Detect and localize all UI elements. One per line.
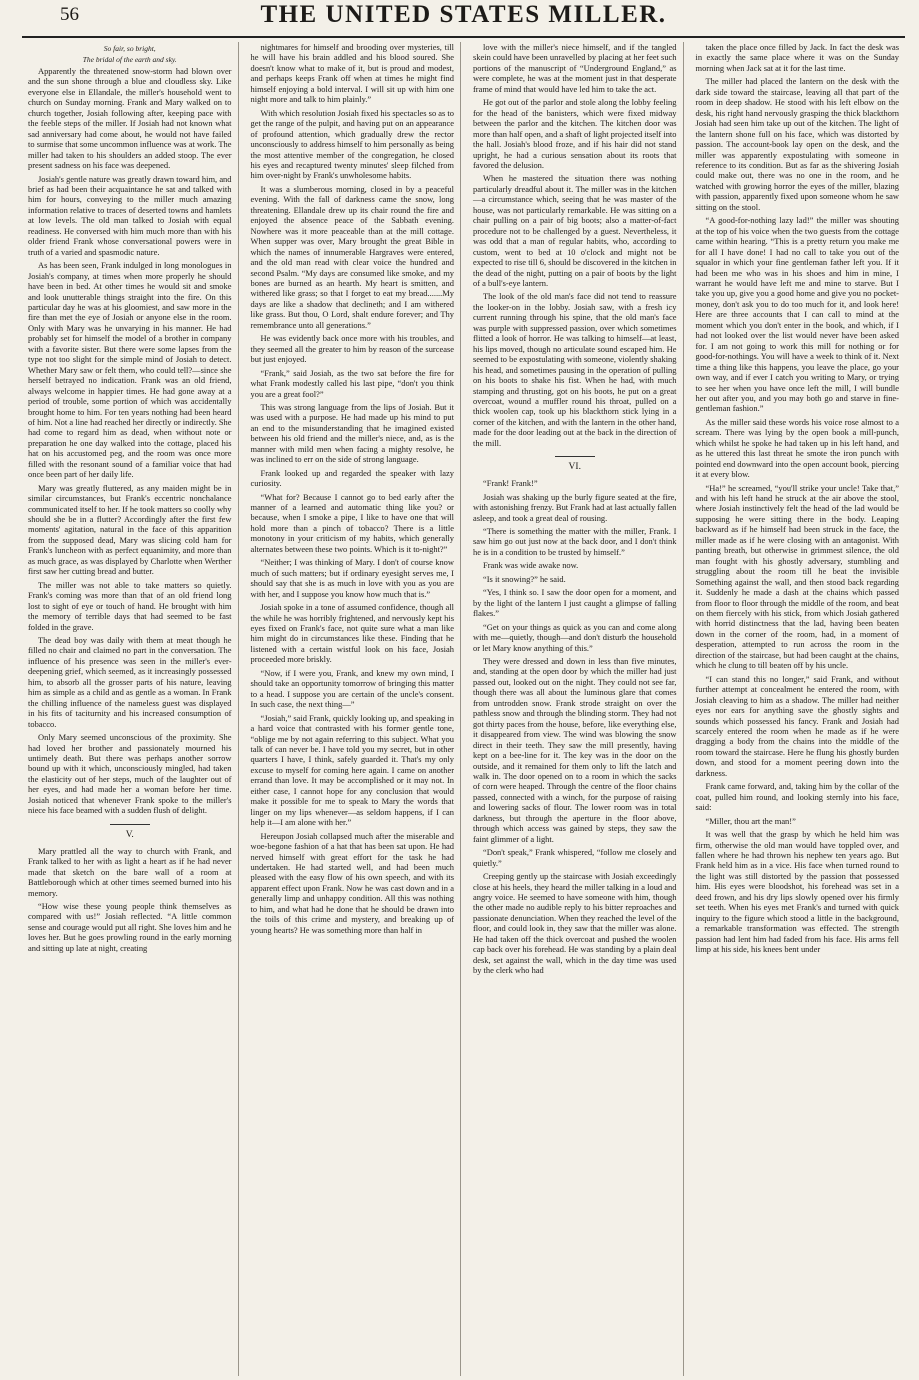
paragraph: The dead boy was daily with them at meat though he filled no chair and claimed no part in the conversation. The influence of his presence was seen in the miller's ever-deepening grief, which seemed, as it increasingly possessed him, to absorb all the grosser parts of his nature, leaving him as simple as a child and as gentle as a woman. In Frank the chilling influence of the nameless guest was displayed in his fits of taciturnity and his increased consumption of tobacco. [28, 635, 232, 729]
paragraph: taken the place once filled by Jack. In fact the desk was in exactly the same place where it was on the Sunday morning when Jack sat at it for the last time. [695, 42, 899, 73]
verse-line: So fair, so bright, [103, 44, 156, 53]
paragraph: This was strong language from the lips of Josiah. But it was used with a purpose. He had made up his mind to put an end to the misunderstanding that he imagined existed between his old friend and the miller's niece, and, as is the manner with mild men when facing a mighty resolve, he was inclined to err on the side of strong language. [250, 401, 454, 465]
paragraph: Apparently the threatened snow-storm had blown over and the sun shone through a blue and cloudless sky. Like everyone else in Ellandale, the miller's household went to church on Sunday morning. Frank and Mary walked on to church together, Josiah following after, keeping pace with the feeble steps of the miller. If Josiah had not known what sad anniversary had come about, he would not have failed to surmise that some uncommon influence was at work. The miller had taken to his shoulders an added stoop. The ever present sadness on his face was deepened. [28, 66, 232, 171]
paragraph: “Is it snowing?” he said. [483, 573, 566, 584]
paragraph: Josiah was shaking up the burly figure seated at the fire, with astonishing frenzy. But Frank had at last actually fallen asleep, and took a great deal of rousing. [473, 491, 677, 523]
page-header [22, 0, 905, 38]
paragraph: nightmares for himself and brooding over mysteries, till he will have his brain addled and his blood soured. She doesn't know what to make of it, but is proud and modest, and perhaps keeps Frank off when at times he might find himself enjoying a bold interval. I will sit up with him one night more and talk to him plainly.” [250, 42, 454, 105]
paragraph: Josiah's gentle nature was greatly drawn toward him, and brief as had been their acquaintance he sat and talked with him for hours, conveying to the miller much amazing information relative to traces of deserted towns and hamlets at low levels. The old man talked to Josiah with equal readiness. He conversed with him much more than with his older friend Frank whose conversational powers were in truth of a varied and spasmodic nature. [28, 173, 232, 257]
paragraph: “Neither; I was thinking of Mary. I don't of course know much of such matters; but if ordinary eyesight serves me, I should say that she is as much in love with you as you are with her, and I suppose you know how much that is.” [250, 557, 454, 599]
paragraph: It was a slumberous morning, closed in by a peaceful evening. With the fall of darkness came the snow, long threatening. Ellandale drew up its chair round the fire and enjoyed the absence peace of the Sabbath evening. Nowhere was it more peaceable than at the mill cottage. When supper was over, Mary brought the great Bible in which the names of innumerable Hargraves were entered, and the old man read with clear voice the hundred and second Psalm. “My days are consumed like smoke, and my bones are burned as an hearth. My heart is smitten, and withered like grass; so that I forget to eat my bread.......My days are like a shadow that declineth; and I am withered like grass. But thou, O Lord, shalt endure forever; and Thy remembrance unto all generations.” [250, 183, 454, 330]
paragraph: With which resolution Josiah fixed his spectacles so as to get the range of the pulpit, and having put on an appearance of profound attention, which gradually drew the rector unconsciously to address himself to him personally as being the most attentive member of the congregation, he closed his eyes and recaptured twenty minutes' sleep filched from him over-night by Frank's unwholesome habits. [250, 107, 454, 181]
paragraph: “Ha!” he screamed, “you'll strike your uncle! Take that,” and with his left hand he struck at the air above the stool, where Josiah instinctively felt the head of the lad would be supposing he were sitting there in the body. Leaping backward as if he himself had been struck in the face, the miller made as if he were closing with an antagonist. With panting breath, but otherwise in grimmest silence, the old man fought with his ghostly adversary, stumbling and struggling about the room till he beat the invisible Something against the wall, and then stood back regarding it. Suddenly he made a dash at the chains which passed from floor to floor through the middle of the room, and beat on them fiercely with his stick, from which Josiah gathered with horrid distinctness that the lad, having been beaten down in the corner of the room, had, in a moment of desperation, attempted to run across the room in the direction of the staircase, but had been caught at the chains, which he clung to till beaten off by his uncle. [695, 482, 899, 671]
paragraph: “I can stand this no longer,” said Frank, and without further attempt at concealment he entered the room, with Josiah cleaving to him as a shadow. The miller had neither eyes nor ears for anything save the ghostly sights and sounds which possessed his fancy. Frank and Josiah had scarcely entered the room when he made as if he were dragging a body from the chains into the middle of the room toward the staircase. Here he flung his ghostly burden down, and stood for a moment peering down into the darkness. [695, 673, 899, 778]
paragraph: “Miller, thou art the man!” [705, 815, 796, 826]
paragraph: “Don't speak,” Frank whispered, “follow me closely and quietly.” [473, 847, 677, 868]
paragraph: “Josiah,” said Frank, quickly looking up, and speaking in a hard voice that contrasted with his former gentle tone, “oblige me by not again referring to this subject. What you talk of can never be. I have told you my secret, but in other quarters I have, I think, safely guarded it. That's my only excuse to myself for coming here again. I came on another errand than love. It may be accomplished or it may not. In either case, I cannot hope for any conclusion that would make it possible for me to speak to Mary the words that linger on my lips whenever—as seldom happens, if I can help it—I am alone with her.” [250, 712, 454, 828]
column-4 [690, 42, 906, 1376]
paragraph: It was well that the grasp by which he held him was firm, otherwise the old man would have toppled over, and fallen where he had thrown his nephew ten years ago. But Frank held him as in a vice. His face when turned round to the light was still distorted by the passion that possessed him. His eyes were bloodshot, his forehead was set in a deed frown, and his dry lips slowly opened over his firmly set teeth. When his eyes met Frank's and turned with quick inquiry to the figure which stood a little in the background, a remarkable transformation was effected. The strength passion had lent him had faded from his face. His arms fell limp at his side, his knees bent under [695, 829, 899, 955]
paragraph: “Now, if I were you, Frank, and knew my own mind, I should take an opportunity tomorrow of bringing this matter to a head. I suppose you are certain of the uncle's consent. In such case, the next thing—” [250, 667, 454, 710]
paragraph: Mary was greatly fluttered, as any maiden might be in similar circumstances, but Frank's eccentric nonchalance communicated itself to her. If he took matters so coolly why should she be in a flutter? Accordingly after the first few moments' agitation, natural in the face of this apparition from the supposed dead, Mary was slicing cold ham for Frank's luncheon with as perfect equanimity, and more than as much grace, as was displayed by Charlotte when Werther first saw her cutting bread and butter. [28, 482, 232, 577]
paragraph: love with the miller's niece himself, and if the tangled skein could have been unravelled by placing at her feet such portions of the manuscript of “Underground England,” as were complete, he was at the moment just in that desperate frame of mind that would have led him to take the act. [473, 42, 677, 94]
paragraph: Creeping gently up the staircase with Josiah exceedingly close at his heels, they heard the miller talking in a loud and angry voice. He seemed to have someone with him, though the other made no audible reply to his bitter reproaches and passionate denunciation. When they reached the level of the floor, and could look in, they saw that the miller was alone. He had taken off the thick overcoat and pushed the woolen cap back over his forehead. He was standing by a plain deal desk, set against the wall, which in the day time was used by the clerk who had [473, 871, 677, 976]
paragraph: He was evidently back once more with his troubles, and they seemed all the greater to him by reason of the surcease but just enjoyed. [250, 333, 454, 365]
masthead-title: THE UNITED STATES MILLER. [260, 1, 667, 28]
section-heading: V. [28, 824, 232, 840]
paragraph: Hereupon Josiah collapsed much after the miserable and woe-begone fashion of a hat that has been sat upon. He had nerved himself with great effort for the task he had undertaken. He had started well, and had been much pleased with the easy flow of his own speech, and with its apparent effect upon Frank. Now he was cast down and in a generally limp and unhappy condition. All this was nothing to him, and what had he done that he should be drawn into the toils of this crime and mystery, and breaking up of young hearts? He was something more than half in [250, 830, 454, 935]
column-3 [467, 42, 684, 1376]
paragraph: When he mastered the situation there was nothing particularly dreadful about it. The miller was in the kitchen—a circumstance which, seeing that he was master of the house, was not particularly remarkable. He was sitting on a chair pulling on a pair of big boots; also a matter-of-fact procedure not to be challenged by a guest. Nevertheless, it was odd that a man of regular habits, who, according to custom, went to bed at 10 o'clock and might not be expected to rise till 6, should be discovered in the kitchen in the dead of the night, putting on a pair of boots by the light of a bull's-eye lantern. [473, 173, 677, 288]
paragraph: They were dressed and down in less than five minutes, and, standing at the open door by which the miller had just passed out, looked out on the night. They could not see far, though there was all about the luminous glare that comes from untrodden snow. Frank strode straight on over the pathless snow and through the blinding storm. They had not got thirty paces from the house, before, like everything else, it disappeared from view. The wind was blowing the snow direct in their teeth. They saw the mill presently, having kept on a bee-line for it. The key was in the door on the outside, and it remained for them only to lift the latch and walk in. The door opened on to a room in which the sacks of corn were heaped. Through the centre of the floor chains passed, connected with a winch, for the purpose of raising and lowering sacks of flour. The lower room was in total darkness, but through the aperture in the floor above, through which access was gained by steps, they saw the faint glimmer of a light. [473, 656, 677, 844]
paragraph: “How wise these young people think themselves as compared with us!” Josiah reflected. “A little common sense and courage would put all right. She loves him and he loves her. But he goes prowling round in the early morning and sitting up late at night, creating [28, 900, 232, 953]
paragraph: Only Mary seemed unconscious of the proximity. She had loved her brother and passionately mourned his untimely death. But there was perhaps another sorrow bound up with it which, unconsciously mingled, had taken the elasticity out of her steps, much of the laughter out of her eyes, and had made her a woman before her time. Josiah noticed that whenever Frank spoke to the miller's niece his face beamed with a sudden flush of delight. [28, 732, 232, 816]
paragraph: “Frank,” said Josiah, as the two sat before the fire for what Frank modestly called his last pipe, “don't you think you are a great fool?” [250, 367, 454, 399]
paragraph: “A good-for-nothing lazy lad!” the miller was shouting at the top of his voice when the two guests from the cottage came within hearing. “This is a pretty return you make me for all I have done! I had no call to take you out of the squalor in which your fine gentleman father left you. If it had been me who was in his shoes and him in mine, I warrant he would have left me and mine to starve. But I take you up, give you a good home and give you no pocket-money, don't ask you to do too much for it, and look here! Here are three accounts that I can call to mind at the moment which you don't enter in the book, and which, if I had not looked over the list would never have been asked for. I am not going to work this mill for nothing or for good-for-nothings. You will have a week to think of it. Next time a thing like this happens, you leave the place, go your own way, and if ever I catch you writing to Mary, or trying to see her when you have once left the mill, I will bundle her out after you, and you may both go and starve in fine-gentleman fashion.” [695, 215, 899, 414]
paragraph: The look of the old man's face did not tend to reassure the looker-on in the lobby. Josiah saw, with a fresh icy current running through his spine, that the old man's face was purple with suppressed passion, over which sometimes flitted a look of horror. He was talking to himself—at least, his lips moved, though no articulate sound escaped him. He seemed to be expostulating with someone, violently shaking his head, and sometimes pausing in the operation of pulling on his boots to shake his fist. When he had, with much stamping and thrusting, got on his boots, he put on a great overcoat, wound a muffler round his throat, pulled on a thick woolen cap, took up his blackthorn stick lying in a corner of the kitchen, and with the lantern in the other hand, made for the door leading out at the back in the direction of the mill. [473, 291, 677, 448]
verse-line: The bridal of the earth and sky. [82, 55, 177, 64]
paragraph: As the miller said these words his voice rose almost to a scream. There was lying by the open book a mill-punch, which whilst he spoke he had taken up in his left hand, and as he uttered this last threat he smote the iron punch with pointed end downward into the open account book, piercing it at every blow. [695, 416, 899, 480]
page-number: 56 [60, 4, 79, 25]
paragraph: “What for? Because I cannot go to bed early after the manner of a learned and automatic thing like you? or because, when I smoke a pipe, I like to have one that will hold more than a pinch of tobacco? There is a little monotony in your criticism of my habits, which generally alternates between these two points. Which is it to-night?” [250, 491, 454, 554]
article-columns [22, 42, 905, 1376]
section-heading: VI. [473, 456, 677, 472]
paragraph: Frank came forward, and, taking him by the collar of the coat, pulled him round, and looking sternly into his face, said: [695, 781, 899, 813]
paragraph: Frank looked up and regarded the speaker with lazy curiosity. [250, 467, 454, 489]
paragraph: “Yes, I think so. I saw the door open for a moment, and by the light of the lantern I just caught a glimpse of falling flakes.” [473, 587, 677, 619]
paragraph: As has been seen, Frank indulged in long monologues in Josiah's company, at times when more properly he should have been in bed. At other times he would sit and smoke and look unutterable things straight into the fire. On this particular day he was at his gloomiest, and saw more in the fire than met the eye of Josiah or anyone else in the room. Only with Mary was he unvarying in his manner. He had probably set for himself the model of a brother in company with a favorite sister. But there were some lapses from the type not too slight for the simple mind of Josiah to detect. Whether Mary saw or felt them, who could tell?—since she herself betrayed no indication. Frank was an old friend, always welcome in happier times. He had gone away at a period of trouble, some portion of which was accidentally brought home to him. For ten years nothing had been heard of him. Not a line had reached her directly or indirectly. She had come to regard him as dead, when without note or preparation he one day walked into the cottage, placed his hat on his accustomed peg, and the room was once more filled with the resonant sound of a familiar voice that had once been part of her daily life. [28, 260, 232, 480]
paragraph: Josiah spoke in a tone of assumed confidence, though all the while he was horribly frightened, and nervously kept his eyes fixed on Frank's face, not quite sure what a man like him might do in circumstances like these. Finding that he listened with a certain wistful look on his face, Josiah proceeded more briskly. [250, 602, 454, 665]
paragraph: Frank was wide awake now. [483, 560, 579, 571]
paragraph: The miller was not able to take matters so quietly. Frank's coming was more than that of an old friend long lost to sight of eye or touch of hand. He brought with him the memory of terrible days that had seemed to be fast folded in the grave. [28, 579, 232, 632]
paragraph: “Get on your things as quick as you can and come along with me—quietly, though—and don't disturb the household or let Mary know anything of this.” [473, 621, 677, 653]
paragraph: Mary prattled all the way to church with Frank, and Frank talked to her with as light a heart as if he had never made that sketch on the bare wall of a room at Battleborough which at other times seemed burned into his memory. [28, 845, 232, 898]
paragraph: “There is something the matter with the miller, Frank. I saw him go out just now at the back door, and I don't think he is in a condition to be trusted by himself.” [473, 526, 677, 557]
paragraph: The miller had placed the lantern on the desk with the dark side toward the staircase, leaving all that part of the room in deep shadow. He stood with his left elbow on the desk, his right hand nervously grasping the thick blackthorn Josiah had seen him take up out of the kitchen. The light of the lantern shone full on his face, which was distorted by passion. The account-book lay open on the desk, and the miller was apparently expostulating with someone in reference to its condition. But as far as the shivering Josiah could make out, there was no one in the room, and he watched with growing horror the eyes of the miller, blazing with passion, apparently fixed upon someone whom he saw sitting on the stool. [695, 76, 899, 212]
column-1 [22, 42, 239, 1376]
paragraph: He got out of the parlor and stole along the lobby feeling for the head of the banisters, which were fixed midway between the parlor and the kitchen. The kitchen door was more than half open, and a shaft of light projected itself into the hall. Josiah's blood froze, and if his hair did not stand upright, he had a curious sensation about its roots that favored the delusion. [473, 97, 677, 170]
paragraph: “Frank! Frank!” [483, 478, 538, 489]
column-2 [245, 42, 462, 1376]
